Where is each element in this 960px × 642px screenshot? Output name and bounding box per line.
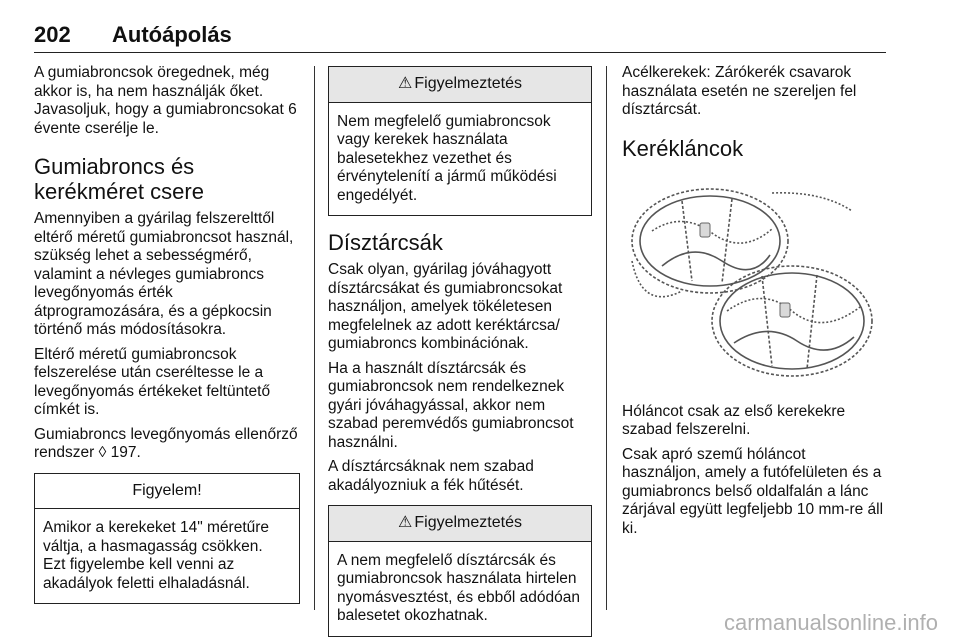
warning-triangle-icon: ⚠: [398, 514, 413, 531]
watermark: carmanualsonline.info: [723, 610, 938, 635]
paragraph: Acélkerekek: Zárókerék csavarok használata esetén ne szereljen fel dísztárcsát.: [622, 64, 857, 118]
column-2: [328, 64, 592, 637]
paragraph: Csak olyan, gyárilag jóváhagyott dísztárcsákat és gumiabroncsokat használjon, amelyek tökéletesen megfelelnek az adott keréktárcsa/ gumiabroncs kombinációnak.: [328, 261, 563, 352]
paragraph: Eltérő méretű gumiabroncsok felszerelése után cseréltesse le a levegőnyomás értékeket feltüntető címkét is.: [34, 345, 271, 418]
paragraph: A dísztárcsáknak nem szabad akadályozniuk a fék hűtését.: [328, 458, 534, 494]
note-body: Amikor a kerekeket 14" méretűre váltja, a hasmagasság csökken. Ezt figyelembe kell venni az akadályok feletti elhaladásnál.: [43, 519, 270, 592]
paragraph-crossref: [34, 426, 300, 463]
section-heading-snow-chains: Kerékláncok: [622, 135, 744, 161]
snow-chain-illustration: [622, 171, 884, 395]
page-number: 202: [34, 22, 71, 47]
paragraph: Hóláncot csak az első kerekekre szabad felszerelni.: [622, 402, 846, 438]
warning-body-1: Nem megfelelő gumiabroncsok vagy kerekek használata balesetekhez vezethet és érvénytelenítí a jármű működési engedélyét.: [337, 112, 557, 204]
crossref-page: 197.: [110, 444, 141, 461]
column-divider-1: [314, 66, 315, 610]
column-1: [34, 64, 300, 604]
page-header: [34, 22, 886, 53]
section-heading-tire-change: Gumiabroncs és kerékméret csere: [34, 154, 204, 204]
snow-chain-drawing: [622, 171, 884, 395]
warning-title-2: ⚠ Figyelmeztetés: [329, 506, 591, 542]
chapter-title: Autóápolás: [112, 22, 232, 47]
column-3: [622, 64, 888, 544]
warning-box-1: [328, 66, 592, 216]
warning-body-2: A nem megfelelő dísztárcsák és gumiabroncsok használata hirtelen nyomásvesztést, és ebből adódóan balesetet okozhatnak.: [337, 551, 580, 624]
paragraph: Csak apró szemű hóláncot használjon, amely a futófelületen és a gumiabroncs belső oldalfalán a lánc zárjával együtt legfeljebb 10 mm-re áll ki.: [622, 445, 884, 537]
section-heading-hubcaps: Dísztárcsák: [328, 230, 443, 255]
paragraph: Ha a használt dísztárcsák és gumiabroncsok nem rendelkeznek gyári jóváhagyással, akkor nem szabad peremvédős gumiabroncsot használni.: [328, 359, 574, 451]
paragraph: Amennyiben a gyárilag felszerelttől eltérő méretű gumiabroncsot használ, szükség lehet a sebességmérő, valamint a névleges gumiabroncs levegőnyomás érték átprogramozására, és a gépkocsin történő más módosításokra.: [34, 210, 294, 338]
note-title: Figyelem!: [35, 474, 299, 510]
intro-paragraph: A gumiabroncsok öregednek, még akkor is, ha nem használják őket. Javasoljuk, hogy a gumiabroncsokat 6 évente cserélje le.: [34, 64, 297, 137]
column-divider-2: [606, 66, 607, 610]
crossref-arrow-icon: ◊: [98, 444, 107, 461]
warning-title-1: ⚠ Figyelmeztetés: [329, 67, 591, 103]
warning-box-2: [328, 505, 592, 637]
crossref-text: Gumiabroncs levegőnyomás ellenőrző rendszer: [34, 425, 298, 461]
note-box: [34, 473, 300, 605]
warning-triangle-icon: ⚠: [398, 75, 413, 92]
